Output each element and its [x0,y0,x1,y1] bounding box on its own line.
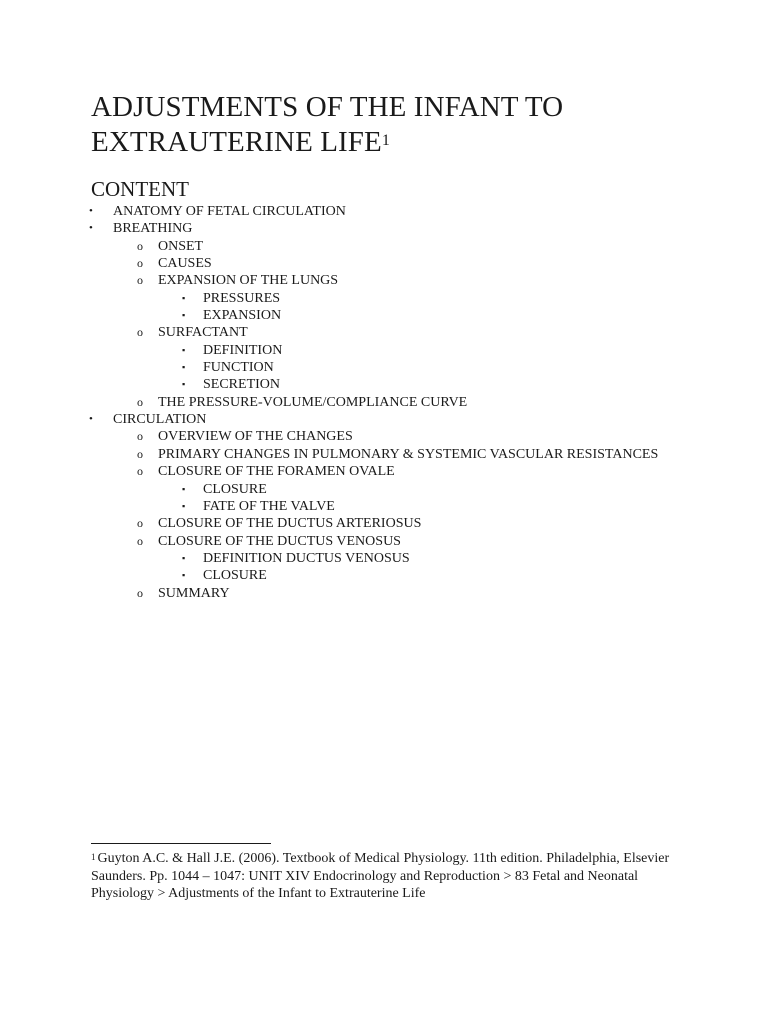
circle-bullet-icon: o [137,256,143,271]
circle-bullet-icon: o [137,446,143,461]
outline-item-text: SUMMARY [158,585,230,601]
circle-bullet-icon: o [137,585,143,600]
circle-bullet-icon: o [137,394,143,409]
square-bullet-icon: ▪ [182,552,186,563]
outline-item-text: FATE OF THE VALVE [203,498,335,514]
outline-item-text: BREATHING [113,221,193,237]
title-footnote-ref[interactable]: 1 [381,132,390,149]
outline-item-text: CLOSURE [203,481,267,497]
outline-item-level-3 [0,342,768,359]
outline-item-text: SURFACTANT [158,325,248,341]
outline-item-text: CIRCULATION [113,412,207,428]
outline-item-level-2 [0,515,768,532]
outline-item-text: OVERVIEW OF THE CHANGES [158,429,353,445]
outline-item-text: FUNCTION [203,360,274,376]
title-line-2: EXTRAUTERINE LIFE [91,126,382,158]
content-outline [0,203,768,602]
circle-bullet-icon: o [137,429,143,444]
footnote-ref: 1 [91,852,96,862]
outline-item-level-2 [0,463,768,480]
outline-item-text: EXPANSION [203,308,282,324]
outline-item-level-2 [0,272,768,289]
square-bullet-icon: ▪ [182,570,186,581]
outline-item-text: PRESSURES [203,290,281,306]
outline-item-level-3 [0,550,768,567]
square-bullet-icon: ▪ [182,344,186,355]
outline-item-level-2 [0,446,768,463]
outline-item-text: CLOSURE [203,568,267,584]
outline-item-level-1 [0,411,768,428]
outline-item-text: DEFINITION DUCTUS VENOSUS [203,550,410,566]
circle-bullet-icon: o [137,533,143,548]
outline-item-text: CAUSES [158,256,212,272]
bullet-icon: • [89,222,93,235]
circle-bullet-icon: o [137,273,143,288]
outline-item-text: CLOSURE OF THE FORAMEN OVALE [158,464,395,480]
outline-item-level-2 [0,324,768,341]
outline-item-level-3 [0,498,768,515]
circle-bullet-icon: o [137,325,143,340]
circle-bullet-icon: o [137,516,143,531]
outline-item-text: THE PRESSURE-VOLUME/COMPLIANCE CURVE [158,394,468,410]
bullet-icon: • [89,413,93,426]
outline-item-level-2 [0,394,768,411]
outline-item-text: ONSET [158,238,204,254]
outline-item-text: PRIMARY CHANGES IN PULMONARY & SYSTEMIC VASCULAR RESISTANCES [158,446,659,462]
footnote-text: Guyton A.C. & Hall J.E. (2006). Textbook of Medical Physiology. 11th edition. Philadelphia, Elsevier Saunders. Pp. 1044 – 1047: UNIT XIV Endocrinology and Reproduction > 83 Fetal and Neonatal Physiology > Adjustments of the Infant to Extrauterine Life [91,851,670,901]
circle-bullet-icon: o [137,238,143,253]
outline-item-level-3 [0,290,768,307]
outline-item-text: ANATOMY OF FETAL CIRCULATION [113,204,346,219]
outline-item-level-3 [0,307,768,324]
outline-item-level-3 [0,567,768,584]
content-heading: CONTENT [91,177,189,201]
outline-item-text: SECRETION [203,377,280,393]
outline-item-level-2 [0,428,768,445]
square-bullet-icon: ▪ [182,362,186,373]
outline-item-level-3 [0,376,768,393]
circle-bullet-icon: o [137,464,143,479]
outline-item-level-2 [0,585,768,602]
footnote-separator [91,843,271,844]
outline-item-level-1 [0,220,768,237]
square-bullet-icon: ▪ [182,500,186,511]
title-line-1: ADJUSTMENTS OF THE INFANT TO [91,91,564,123]
square-bullet-icon: ▪ [182,310,186,321]
square-bullet-icon: ▪ [182,292,186,303]
outline-item-level-2 [0,238,768,255]
square-bullet-icon: ▪ [182,483,186,494]
document-title [91,90,563,160]
bullet-icon: • [89,205,93,217]
outline-item-level-3 [0,359,768,376]
outline-item-text: DEFINITION [203,342,283,358]
square-bullet-icon: ▪ [182,379,186,390]
outline-item-text: CLOSURE OF THE DUCTUS ARTERIOSUS [158,516,422,532]
outline-item-level-2 [0,533,768,550]
outline-item-text: EXPANSION OF THE LUNGS [158,273,339,289]
outline-item-level-1 [0,203,768,220]
outline-item-level-2 [0,255,768,272]
footnote [91,850,691,903]
outline-item-level-3 [0,481,768,498]
outline-item-text: CLOSURE OF THE DUCTUS VENOSUS [158,533,401,549]
